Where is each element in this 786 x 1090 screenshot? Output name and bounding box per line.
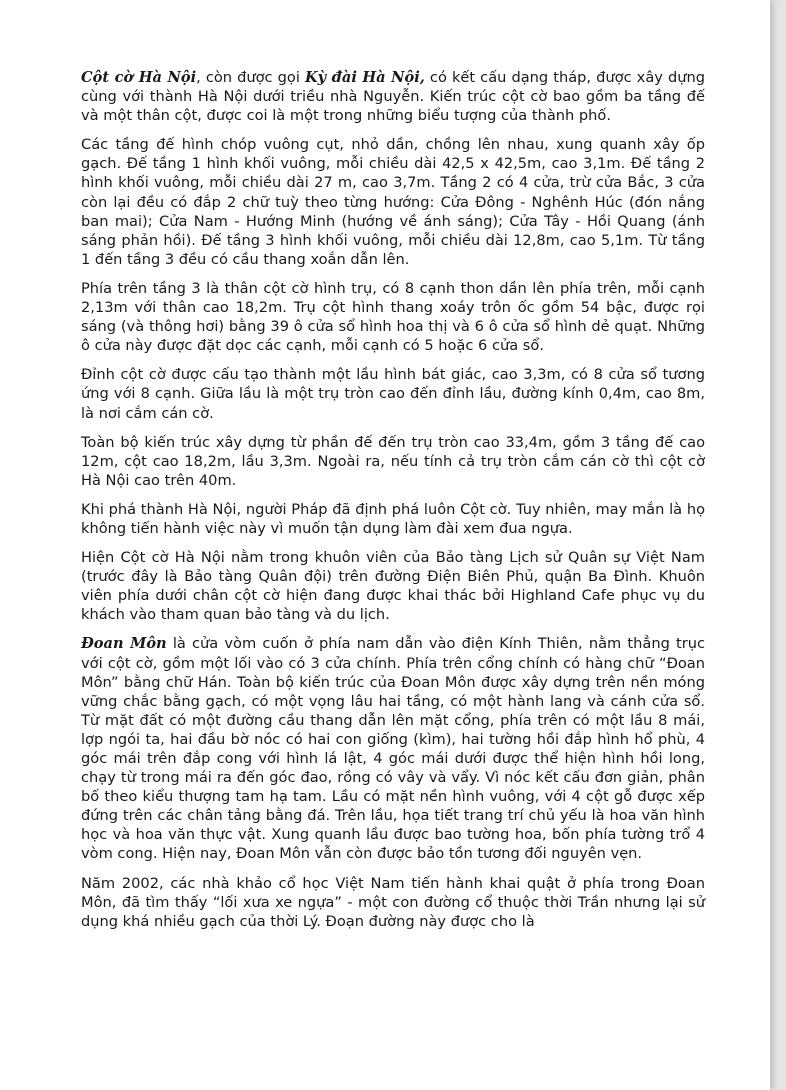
paragraph-column-body: Phía trên tầng 3 là thân cột cờ hình trụ, có 8 cạnh thon dần lên phía trên, mỗi cạnh 2,13m với thân cao 18,2m. Trụ cột hình thang xoáy trôn ốc gồm 54 bậc, được rọi sáng (và thông hơi) bằng 39 ô cửa sổ hình hoa thị và 6 ô cửa sổ hình dẻ quạt. Những ô cửa này được đặt dọc các cạnh, mỗi cạnh có 5 hoặc 6 cửa sổ. <box>81 279 705 355</box>
paragraph-base-tiers: Các tầng đế hình chóp vuông cụt, nhỏ dần, chồng lên nhau, xung quanh xây ốp gạch. Đế tầng 1 hình khối vuông, mỗi chiều dài 42,5 x 42,5m, cao 3,1m. Đế tầng 2 hình khối vuông, mỗi chiều dài 27 m, cao 3,7m. Tầng 2 có 4 cửa, trừ cửa Bắc, 3 cửa còn lại đều có đắp 2 chữ tuỳ theo từng hướng: Cửa Đông - Nghênh Húc (đón nắng ban mai); Cửa Nam - Hướng Minh (hướng về ánh sáng); Cửa Tây - Hồi Quang (ánh sáng phản hồi). Đế tầng 3 hình khối vuông, mỗi chiều dài 12,8m, cao 5,1m. Từ tầng 1 đến tầng 3 đều có cầu thang xoắn dẫn lên. <box>81 136 705 268</box>
paragraph-text: có kết cấu dạng tháp, được xây dựng cùng với thành Hà Nội dưới triều nhà Nguyễn. Kiến trúc cột cờ bao gồm ba tầng đế và một thân cột, được coi là một trong những biểu tượng của thành phố. <box>81 69 705 125</box>
paragraph-excavation-2002: Năm 2002, các nhà khảo cổ học Việt Nam tiến hành khai quật ở phía trong Đoan Môn, đã tìm thấy “lối xưa xe ngựa” - một con đường cổ thuộc thời Trần nhưng lại sử dụng khá nhiều gạch của thời Lý. Đoạn đường này được cho là <box>81 874 705 930</box>
paragraph-total-height: Toàn bộ kiến trúc xây dựng từ phần đế đến trụ tròn cao 33,4m, gồm 3 tầng đế cao 12m, cột cao 18,2m, lầu 3,3m. Ngoài ra, nếu tính cả trụ tròn cắm cán cờ thì cột cờ Hà Nội cao trên 40m. <box>81 433 705 489</box>
term-ky-dai-ha-noi: Kỳ đài Hà Nội, <box>304 69 425 86</box>
term-doan-mon: Đoan Môn <box>81 635 167 653</box>
term-cot-co-ha-noi: Cột cờ Hà Nội <box>81 69 197 86</box>
document-body <box>81 68 705 941</box>
paragraph-doan-mon <box>81 634 705 863</box>
paragraph-text: , còn được gọi <box>196 69 305 86</box>
paragraph-text: là cửa vòm cuốn ở phía nam dẫn vào điện Kính Thiên, nằm thẳng trục với cột cờ, gồm một lối vào có 3 cửa chính. Phía trên cổng chính có hàng chữ “Đoan Môn” bằng chữ Hán. Toàn bộ kiến trúc của Đoan Môn được xây dựng trên nền móng vững chắc bằng gạch, có một vọng lâu hai tầng, có một hành lang và cánh cửa sổ. Từ mặt đất có một đường cầu thang dẫn lên mặt cổng, phía trên có một lầu 8 mái, lợp ngói ta, hai đầu bờ nóc có hai con giống (kìm), hai tường hồi đắp hình hổ phù, 4 góc mái trên đắp cong với hình lá lật, 4 góc mái dưới được thể hiện hình hồi long, chạy từ trong mái ra đến góc đao, rồng có vây và vẩy. Vì nóc kết cấu đơn giản, phân bố theo kiểu thượng tam hạ tam. Lầu có mặt nền hình vuông, với 4 cột gỗ được xếp đứng trên các chân tảng bằng đá. Trên lầu, họa tiết trang trí chủ yếu là hoa văn hình học và hoa văn thực vật. Xung quanh lầu được bao tường hoa, bốn phía tường trổ 4 vòm cong. Hiện nay, Đoan Môn vẫn còn được bảo tồn tương đối nguyên vẹn. <box>81 635 705 863</box>
paragraph-french-period: Khi phá thành Hà Nội, người Pháp đã định phá luôn Cột cờ. Tuy nhiên, may mắn là họ không tiến hành việc này vì muốn tận dụng làm đài xem đua ngựa. <box>81 500 705 537</box>
paragraph-top-pavilion: Đỉnh cột cờ được cấu tạo thành một lầu hình bát giác, cao 3,3m, có 8 cửa sổ tương ứng với 8 cạnh. Giữa lầu là một trụ tròn cao đến đỉnh lầu, đường kính 0,4m, cao 8m, là nơi cắm cán cờ. <box>81 366 705 422</box>
paragraph-cot-co-intro <box>81 68 705 125</box>
paragraph-current-location: Hiện Cột cờ Hà Nội nằm trong khuôn viên của Bảo tàng Lịch sử Quân sự Việt Nam (trước đây là Bảo tàng Quân đội) trên đường Điện Biên Phủ, quận Ba Đình. Khuôn viên phía dưới chân cột cờ hiện đang được khai thác bởi Highland Cafe phục vụ du khách vào tham quan bảo tàng và du lịch. <box>81 549 705 624</box>
